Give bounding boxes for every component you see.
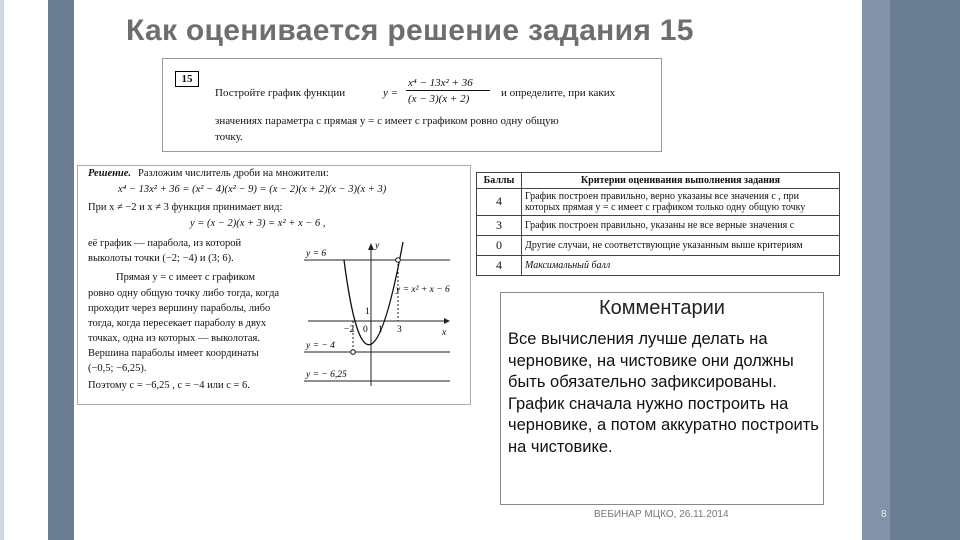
- y-axis-arrow: [368, 243, 374, 250]
- criteria-text-line1: График построен правильно, верно указаны все значения c , при: [525, 190, 799, 202]
- comments-box: [500, 292, 824, 505]
- page-number: 8: [881, 509, 887, 520]
- parabola-graph: [304, 238, 450, 388]
- solution-p5: проходит через вершину параболы, либо: [88, 303, 271, 314]
- criteria-text: [522, 188, 840, 216]
- right-decor-bar-inner: [862, 0, 890, 540]
- task-func-denominator: (x − 3)(x + 2): [408, 93, 470, 105]
- tick-y-1: 1: [365, 307, 370, 317]
- left-decor-bar: [48, 0, 74, 540]
- comments-body: Все вычисления лучше делать на черновике, на чистовике они должны быть обязательно зафиксированы. График сначала нужно построить на черновике, а потом аккуратно построить на чистовике.: [508, 330, 819, 456]
- criteria-points: 3: [477, 216, 522, 236]
- solution-answer: Поэтому c = −6,25 , c = −4 или c = 6.: [88, 380, 250, 391]
- tick-x-1: 1: [378, 325, 383, 335]
- solution-eq2: y = (x − 2)(x + 3) = x² + x − 6 ,: [190, 218, 326, 229]
- task-line2: значениях параметра c прямая y = c имеет с графиком ровно одну общую: [215, 115, 559, 127]
- criteria-points: 0: [477, 236, 522, 256]
- criteria-points: 4: [477, 188, 522, 216]
- axis-x-label: x: [442, 328, 447, 338]
- task-fraction-line: [406, 90, 490, 91]
- task-line1-end: и определите, при каких: [501, 87, 616, 99]
- solution-eq1: x⁴ − 13x² + 36 = (x² − 4)(x² − 9) = (x − 2)(x + 2)(x − 3)(x + 3): [118, 184, 387, 195]
- label-y-minus-4: y = − 4: [306, 341, 335, 351]
- solution-p3: Прямая y = c имеет с графиком: [116, 272, 256, 283]
- solution-condition: При x ≠ −2 и x ≠ 3 функция принимает вид:: [88, 202, 283, 213]
- task-func-y: y =: [383, 87, 399, 99]
- criteria-header-text: Критерии оценивания выполнения задания: [522, 173, 840, 189]
- tick-3: 3: [397, 325, 402, 335]
- task-statement-box: [162, 58, 662, 152]
- criteria-text: Другие случаи, не соответствующие указанным выше критериям: [522, 236, 840, 256]
- task-line3: точку.: [215, 131, 243, 143]
- solution-p8: Вершина параболы имеет координаты: [88, 348, 259, 359]
- tick-0: 0: [363, 325, 368, 335]
- criteria-row: [477, 256, 840, 276]
- x-axis-arrow: [444, 318, 450, 324]
- task-func-numerator: x⁴ − 13x² + 36: [408, 77, 473, 89]
- label-parabola: y = x² + x − 6: [396, 285, 450, 295]
- criteria-header-points: Баллы: [477, 173, 522, 189]
- criteria-table: [476, 172, 840, 276]
- solution-p4: ровно одну общую точку либо тогда, когда: [88, 288, 280, 299]
- solution-p1: её график — парабола, из которой: [88, 238, 242, 249]
- criteria-text-line2: которых прямая y = c имеет с графиком только одну общую точку: [525, 201, 806, 213]
- criteria-points: 4: [477, 256, 522, 276]
- tick-minus-2: −2: [344, 325, 355, 335]
- label-y-minus-6-25: y = − 6,25: [306, 370, 347, 380]
- slide-title: Как оценивается решение задания 15: [126, 14, 694, 47]
- solution-p2: выколоты точки (−2; −4) и (3; 6).: [88, 253, 234, 264]
- solution-heading: Решение.: [88, 168, 132, 179]
- solution-box: [77, 165, 471, 405]
- hole-point-minus-2: [351, 350, 356, 355]
- criteria-row: [477, 216, 840, 236]
- criteria-text: Максимальный балл: [522, 256, 840, 276]
- task-number: 15: [175, 71, 199, 87]
- axis-y-label: y: [375, 241, 380, 251]
- solution-p7: точках, одна из которых — выколотая.: [88, 333, 260, 344]
- criteria-header-row: [477, 173, 840, 189]
- solution-heading-rest: Разложим числитель дроби на множители:: [138, 168, 329, 179]
- label-y-6: y = 6: [306, 249, 327, 259]
- hole-point-3: [396, 258, 401, 263]
- solution-p9: (−0,5; −6,25).: [88, 363, 147, 374]
- left-edge-stripe: [0, 0, 4, 540]
- footer-text: ВЕБИНАР МЦКО, 26.11.2014: [594, 509, 729, 520]
- task-line1-start: Постройте график функции: [215, 87, 346, 99]
- criteria-row: [477, 236, 840, 256]
- criteria-text: График построен правильно, указаны не все верные значения c: [522, 216, 840, 236]
- criteria-row: [477, 188, 840, 216]
- comments-title: Комментарии: [599, 297, 725, 319]
- solution-p6: тогда, когда пересекает параболу в двух: [88, 318, 267, 329]
